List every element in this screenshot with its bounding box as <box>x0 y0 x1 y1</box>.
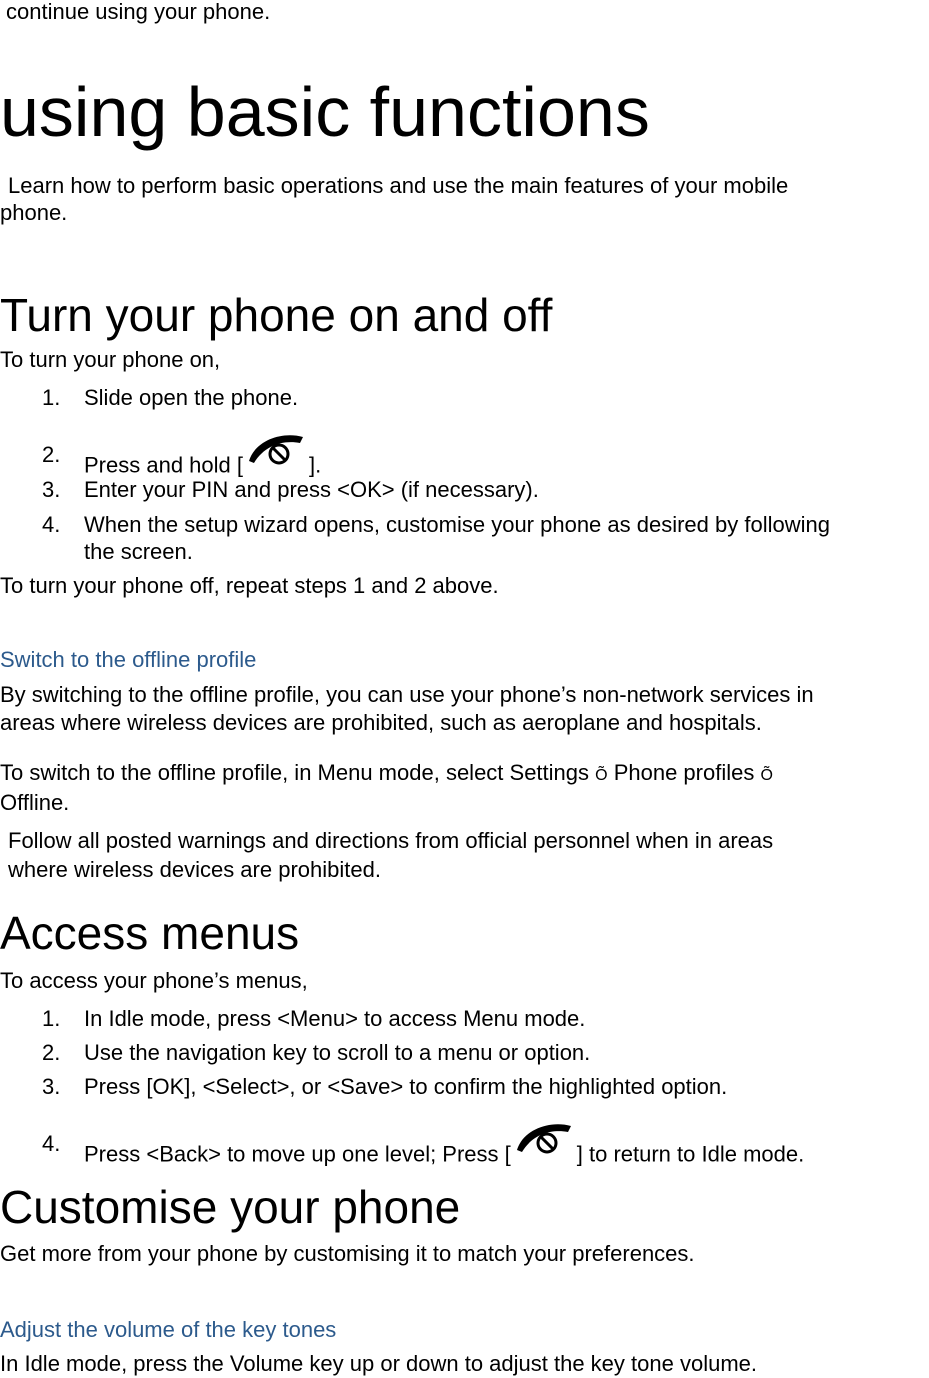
customise-lead: Get more from your phone by customising it to match your preferences. <box>0 1241 695 1266</box>
step-text: Enter your PIN and press <OK> (if necessary). <box>84 477 539 502</box>
step-text-before-icon: Press <Back> to move up one level; Press [ <box>84 1141 511 1167</box>
warning-note-line-1: Follow all posted warnings and directions from official personnel when in areas <box>8 828 774 853</box>
step-text: Slide open the phone. <box>84 385 299 410</box>
offline-para-1-line-2: areas where wireless devices are prohibited, such as aeroplane and hospitals. <box>0 710 762 735</box>
offline-para-2-text-a: To switch to the offline profile, in Menu mode, select Settings <box>0 760 596 785</box>
end-call-key-icon <box>511 1116 577 1167</box>
section-title-menus: Access menus <box>0 907 300 959</box>
step-number: 4. <box>42 1131 61 1156</box>
step-text: Press [OK], <Select>, or <Save> to confirm the highlighted option. <box>84 1074 728 1099</box>
step-text: Use the navigation key to scroll to a menu or option. <box>84 1040 591 1065</box>
step-text-continued: the screen. <box>84 539 193 564</box>
end-call-key-icon <box>243 427 309 478</box>
step-text-after-icon: ]. <box>308 452 322 478</box>
offline-para-1-line-1: By switching to the offline profile, you can use your phone’s non-network services in <box>0 682 814 707</box>
step-number: 1. <box>42 1006 61 1031</box>
page-intro-line-1: Learn how to perform basic operations and use the main features of your mobile <box>8 173 789 198</box>
step-number: 4. <box>42 512 61 537</box>
page-intro-line-2: phone. <box>0 200 68 225</box>
step-number: 2. <box>42 442 61 467</box>
step-text <box>84 1130 804 1181</box>
offline-para-2-text-b: Phone profiles <box>607 760 761 785</box>
power-lead: To turn your phone on, <box>0 347 221 372</box>
step-text-after-icon: ] to return to Idle mode. <box>576 1141 805 1167</box>
subsection-title-offline: Switch to the offline profile <box>0 647 257 672</box>
step-number: 1. <box>42 385 61 410</box>
section-title-customise: Customise your phone <box>0 1181 461 1233</box>
step-number: 3. <box>42 1074 61 1099</box>
warning-note-line-2: where wireless devices are prohibited. <box>8 857 381 882</box>
menus-lead: To access your phone’s menus, <box>0 968 308 993</box>
step-text: When the setup wizard opens, customise your phone as desired by following <box>84 512 830 537</box>
power-off-text: To turn your phone off, repeat steps 1 and 2 above. <box>0 573 499 598</box>
continued-text: continue using your phone. <box>6 0 271 24</box>
page-title: using basic functions <box>0 73 650 151</box>
offline-para-2-line-2: Offline. <box>0 790 70 815</box>
step-text-before-icon: Press and hold [ <box>84 452 243 478</box>
offline-para-2-line-1 <box>0 759 773 790</box>
subsection-title-key-tones: Adjust the volume of the key tones <box>0 1317 337 1342</box>
menu-path-separator: Õ <box>595 767 608 784</box>
menu-path-separator: Õ <box>760 767 773 784</box>
key-tones-text: In Idle mode, press the Volume key up or down to adjust the key tone volume. <box>0 1351 757 1376</box>
section-title-power: Turn your phone on and off <box>0 289 553 341</box>
step-text: In Idle mode, press <Menu> to access Menu mode. <box>84 1006 586 1031</box>
step-number: 3. <box>42 477 61 502</box>
step-number: 2. <box>42 1040 61 1065</box>
